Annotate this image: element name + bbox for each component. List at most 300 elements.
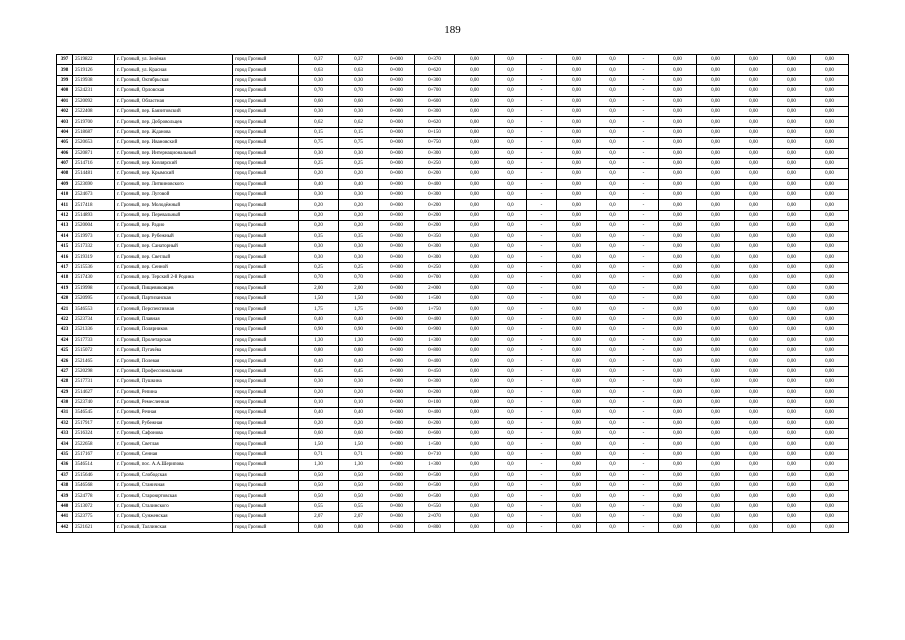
value-cell: 0,0 <box>597 512 629 522</box>
row-number-cell: 412 <box>57 210 73 220</box>
value-cell: 0,0 <box>597 325 629 335</box>
locality-cell: город Грозный <box>233 470 299 480</box>
start-km-cell: 0+000 <box>379 283 415 293</box>
value-cell: 0,0 <box>597 96 629 106</box>
road-code-cell: 2518687 <box>73 127 115 137</box>
value-cell: 0,00 <box>735 314 773 324</box>
value-cell: 0,00 <box>455 242 495 252</box>
value-cell: 0,00 <box>455 501 495 511</box>
value-cell: 0,00 <box>455 106 495 116</box>
value-cell: 0,0 <box>495 148 527 158</box>
value-cell: 0,00 <box>557 75 597 85</box>
road-code-cell: 3546553 <box>73 304 115 314</box>
value-cell: 0,00 <box>557 470 597 480</box>
value-cell: - <box>629 231 659 241</box>
road-name-cell: г. Грозный, Слободская <box>115 470 233 480</box>
value-cell: - <box>527 65 557 75</box>
road-code-cell: 2523740 <box>73 397 115 407</box>
value-cell: 0,00 <box>659 200 697 210</box>
table-row <box>57 86 849 96</box>
row-number-cell: 433 <box>57 429 73 439</box>
value-cell: 0,00 <box>773 96 811 106</box>
value-cell: - <box>527 262 557 272</box>
value-cell: 0,0 <box>597 491 629 501</box>
length-total-cell: 0,40 <box>299 314 339 324</box>
value-cell: 0,0 <box>597 242 629 252</box>
length-total-cell: 0,62 <box>299 117 339 127</box>
road-code-cell: 2516324 <box>73 429 115 439</box>
value-cell: 0,00 <box>557 512 597 522</box>
value-cell: 0,00 <box>697 96 735 106</box>
row-number-cell: 436 <box>57 460 73 470</box>
value-cell: 0,00 <box>659 470 697 480</box>
road-name-cell: г. Грозный, пер. Санаторный <box>115 242 233 252</box>
value-cell: 0,00 <box>735 481 773 491</box>
value-cell: 0,00 <box>735 75 773 85</box>
table-row <box>57 252 849 262</box>
value-cell: 0,00 <box>557 252 597 262</box>
value-cell: 0,00 <box>811 96 849 106</box>
value-cell: 0,00 <box>659 449 697 459</box>
value-cell: 0,00 <box>557 377 597 387</box>
road-name-cell: г. Грозный, пер. Сенной <box>115 262 233 272</box>
length-local-cell: 0,71 <box>339 449 379 459</box>
start-km-cell: 0+000 <box>379 138 415 148</box>
value-cell: 0,00 <box>697 304 735 314</box>
value-cell: - <box>629 501 659 511</box>
length-total-cell: 0,40 <box>299 408 339 418</box>
length-local-cell: 0,20 <box>339 418 379 428</box>
table-row <box>57 377 849 387</box>
road-name-cell: г. Грозный, Полевая <box>115 356 233 366</box>
value-cell: 0,0 <box>597 231 629 241</box>
table-row <box>57 179 849 189</box>
value-cell: 0,00 <box>773 470 811 480</box>
value-cell: 0,00 <box>455 460 495 470</box>
start-km-cell: 0+000 <box>379 221 415 231</box>
road-name-cell: г. Грозный, пер. Перевальный <box>115 210 233 220</box>
value-cell: 0,00 <box>455 449 495 459</box>
road-name-cell: г. Грозный, Пролетарская <box>115 335 233 345</box>
value-cell: 0,0 <box>495 335 527 345</box>
value-cell: 0,00 <box>557 366 597 376</box>
locality-cell: город Грозный <box>233 325 299 335</box>
value-cell: 0,00 <box>455 65 495 75</box>
value-cell: 0,00 <box>811 138 849 148</box>
table-row <box>57 449 849 459</box>
value-cell: 0,00 <box>697 138 735 148</box>
value-cell: 0,00 <box>735 377 773 387</box>
value-cell: 0,00 <box>697 387 735 397</box>
table-row <box>57 117 849 127</box>
locality-cell: город Грозный <box>233 273 299 283</box>
value-cell: 0,00 <box>455 262 495 272</box>
start-km-cell: 0+000 <box>379 55 415 65</box>
value-cell: 0,00 <box>811 55 849 65</box>
road-code-cell: 2515646 <box>73 470 115 480</box>
road-register-table <box>56 54 849 533</box>
row-number-cell: 428 <box>57 377 73 387</box>
table-row <box>57 512 849 522</box>
row-number-cell: 405 <box>57 138 73 148</box>
end-km-cell: 0+800 <box>415 345 455 355</box>
locality-cell: город Грозный <box>233 418 299 428</box>
length-total-cell: 0,30 <box>299 190 339 200</box>
table-row <box>57 408 849 418</box>
value-cell: - <box>629 449 659 459</box>
row-number-cell: 414 <box>57 231 73 241</box>
row-number-cell: 399 <box>57 75 73 85</box>
row-number-cell: 402 <box>57 106 73 116</box>
value-cell: 0,00 <box>455 138 495 148</box>
value-cell: 0,00 <box>697 439 735 449</box>
value-cell: 0,00 <box>659 169 697 179</box>
road-code-cell: 2523734 <box>73 314 115 324</box>
locality-cell: город Грозный <box>233 439 299 449</box>
start-km-cell: 0+000 <box>379 314 415 324</box>
value-cell: 0,00 <box>659 127 697 137</box>
start-km-cell: 0+000 <box>379 75 415 85</box>
table-row <box>57 262 849 272</box>
row-number-cell: 406 <box>57 148 73 158</box>
value-cell: 0,00 <box>659 190 697 200</box>
value-cell: 0,00 <box>773 429 811 439</box>
value-cell: 0,00 <box>455 314 495 324</box>
value-cell: 0,00 <box>659 75 697 85</box>
value-cell: 0,00 <box>557 210 597 220</box>
table-row <box>57 460 849 470</box>
start-km-cell: 0+000 <box>379 210 415 220</box>
value-cell: - <box>527 356 557 366</box>
value-cell: 0,00 <box>659 55 697 65</box>
value-cell: 0,00 <box>773 179 811 189</box>
road-code-cell: 2519973 <box>73 231 115 241</box>
road-code-cell: 2517418 <box>73 200 115 210</box>
value-cell: 0,00 <box>659 179 697 189</box>
value-cell: 0,0 <box>495 501 527 511</box>
value-cell: 0,00 <box>697 293 735 303</box>
road-name-cell: г. Грозный, пер. Луговой <box>115 190 233 200</box>
locality-cell: город Грозный <box>233 96 299 106</box>
end-km-cell: 0+200 <box>415 200 455 210</box>
value-cell: 0,00 <box>773 387 811 397</box>
value-cell: 0,0 <box>495 221 527 231</box>
row-number-cell: 411 <box>57 200 73 210</box>
start-km-cell: 0+000 <box>379 231 415 241</box>
value-cell: 0,00 <box>735 449 773 459</box>
value-cell: 0,00 <box>811 512 849 522</box>
value-cell: 0,00 <box>697 325 735 335</box>
value-cell: 0,00 <box>811 179 849 189</box>
value-cell: 0,00 <box>811 387 849 397</box>
start-km-cell: 0+000 <box>379 86 415 96</box>
value-cell: 0,00 <box>557 501 597 511</box>
value-cell: 0,00 <box>773 148 811 158</box>
value-cell: - <box>527 366 557 376</box>
value-cell: 0,00 <box>773 200 811 210</box>
value-cell: 0,00 <box>697 148 735 158</box>
length-local-cell: 0,60 <box>339 429 379 439</box>
value-cell: 0,00 <box>697 252 735 262</box>
end-km-cell: 0+150 <box>415 127 455 137</box>
length-local-cell: 0,25 <box>339 158 379 168</box>
value-cell: 0,00 <box>697 158 735 168</box>
locality-cell: город Грозный <box>233 252 299 262</box>
length-total-cell: 0,70 <box>299 86 339 96</box>
road-code-cell: 2524673 <box>73 190 115 200</box>
end-km-cell: 0+200 <box>415 169 455 179</box>
value-cell: 0,00 <box>735 429 773 439</box>
value-cell: - <box>629 397 659 407</box>
table-row <box>57 356 849 366</box>
value-cell: 0,00 <box>659 522 697 532</box>
value-cell: 0,0 <box>597 314 629 324</box>
value-cell: - <box>527 491 557 501</box>
value-cell: 0,00 <box>735 366 773 376</box>
value-cell: 0,00 <box>773 449 811 459</box>
value-cell: 0,0 <box>597 522 629 532</box>
value-cell: 0,00 <box>557 138 597 148</box>
row-number-cell: 407 <box>57 158 73 168</box>
value-cell: 0,00 <box>455 117 495 127</box>
start-km-cell: 0+000 <box>379 242 415 252</box>
end-km-cell: 1+750 <box>415 304 455 314</box>
value-cell: - <box>629 429 659 439</box>
value-cell: 0,00 <box>659 345 697 355</box>
locality-cell: город Грозный <box>233 242 299 252</box>
value-cell: 0,00 <box>735 283 773 293</box>
value-cell: 0,00 <box>557 335 597 345</box>
value-cell: 0,0 <box>495 387 527 397</box>
end-km-cell: 0+300 <box>415 190 455 200</box>
end-km-cell: 0+400 <box>415 179 455 189</box>
value-cell: - <box>527 418 557 428</box>
value-cell: 0,00 <box>811 117 849 127</box>
value-cell: 0,00 <box>811 356 849 366</box>
start-km-cell: 0+000 <box>379 273 415 283</box>
value-cell: 0,00 <box>773 86 811 96</box>
row-number-cell: 439 <box>57 491 73 501</box>
value-cell: 0,00 <box>697 210 735 220</box>
value-cell: 0,00 <box>455 377 495 387</box>
value-cell: - <box>527 242 557 252</box>
value-cell: 0,00 <box>811 345 849 355</box>
value-cell: 0,00 <box>455 96 495 106</box>
value-cell: 0,00 <box>455 304 495 314</box>
value-cell: - <box>527 501 557 511</box>
locality-cell: город Грозный <box>233 231 299 241</box>
start-km-cell: 0+000 <box>379 65 415 75</box>
table-row <box>57 314 849 324</box>
road-code-cell: 2517167 <box>73 449 115 459</box>
length-total-cell: 0,90 <box>299 325 339 335</box>
end-km-cell: 0+250 <box>415 158 455 168</box>
value-cell: 0,0 <box>597 418 629 428</box>
value-cell: 0,00 <box>455 179 495 189</box>
value-cell: - <box>527 304 557 314</box>
row-number-cell: 432 <box>57 418 73 428</box>
length-local-cell: 0,30 <box>339 377 379 387</box>
value-cell: 0,0 <box>597 335 629 345</box>
length-total-cell: 0,50 <box>299 470 339 480</box>
value-cell: - <box>629 210 659 220</box>
road-name-cell: г. Грозный, Сунженская <box>115 512 233 522</box>
value-cell: - <box>629 273 659 283</box>
value-cell: 0,00 <box>811 408 849 418</box>
value-cell: 0,00 <box>659 242 697 252</box>
value-cell: 0,00 <box>659 408 697 418</box>
value-cell: 0,00 <box>557 325 597 335</box>
locality-cell: город Грозный <box>233 501 299 511</box>
value-cell: 0,0 <box>597 106 629 116</box>
value-cell: 0,0 <box>495 65 527 75</box>
value-cell: - <box>527 325 557 335</box>
value-cell: 0,0 <box>597 501 629 511</box>
road-name-cell: г. Грозный, Плавная <box>115 314 233 324</box>
value-cell: 0,00 <box>455 397 495 407</box>
table-row <box>57 345 849 355</box>
length-local-cell: 0,70 <box>339 273 379 283</box>
length-local-cell: 1,50 <box>339 439 379 449</box>
value-cell: 0,00 <box>811 418 849 428</box>
value-cell: - <box>629 418 659 428</box>
value-cell: 0,00 <box>455 86 495 96</box>
row-number-cell: 423 <box>57 325 73 335</box>
length-total-cell: 0,25 <box>299 262 339 272</box>
value-cell: 0,0 <box>597 210 629 220</box>
value-cell: - <box>629 366 659 376</box>
value-cell: 0,00 <box>455 221 495 231</box>
value-cell: 0,00 <box>557 481 597 491</box>
length-local-cell: 0,40 <box>339 179 379 189</box>
value-cell: 0,00 <box>811 106 849 116</box>
value-cell: - <box>527 408 557 418</box>
locality-cell: город Грозный <box>233 262 299 272</box>
road-name-cell: г. Грозный, Староюртовская <box>115 491 233 501</box>
value-cell: 0,0 <box>597 117 629 127</box>
value-cell: 0,0 <box>597 460 629 470</box>
value-cell: 0,00 <box>735 460 773 470</box>
end-km-cell: 0+710 <box>415 449 455 459</box>
value-cell: 0,0 <box>597 293 629 303</box>
road-code-cell: 2514627 <box>73 387 115 397</box>
end-km-cell: 0+400 <box>415 356 455 366</box>
end-km-cell: 0+300 <box>415 242 455 252</box>
value-cell: 0,00 <box>735 304 773 314</box>
start-km-cell: 0+000 <box>379 491 415 501</box>
table-row <box>57 387 849 397</box>
row-number-cell: 397 <box>57 55 73 65</box>
length-total-cell: 0,40 <box>299 179 339 189</box>
row-number-cell: 441 <box>57 512 73 522</box>
value-cell: 0,00 <box>773 117 811 127</box>
start-km-cell: 0+000 <box>379 512 415 522</box>
start-km-cell: 0+000 <box>379 470 415 480</box>
table-row <box>57 418 849 428</box>
value-cell: - <box>629 106 659 116</box>
road-code-cell: 3546568 <box>73 481 115 491</box>
value-cell: 0,00 <box>811 169 849 179</box>
row-number-cell: 418 <box>57 273 73 283</box>
value-cell: 0,0 <box>495 190 527 200</box>
start-km-cell: 0+000 <box>379 387 415 397</box>
value-cell: 0,00 <box>735 158 773 168</box>
length-local-cell: 0,40 <box>339 408 379 418</box>
value-cell: 0,0 <box>495 169 527 179</box>
value-cell: 0,00 <box>455 200 495 210</box>
end-km-cell: 0+100 <box>415 397 455 407</box>
value-cell: 0,00 <box>557 242 597 252</box>
value-cell: - <box>629 148 659 158</box>
value-cell: 0,00 <box>773 293 811 303</box>
value-cell: 0,00 <box>455 273 495 283</box>
value-cell: 0,00 <box>773 65 811 75</box>
value-cell: 0,00 <box>659 221 697 231</box>
start-km-cell: 0+000 <box>379 148 415 158</box>
value-cell: 0,00 <box>773 75 811 85</box>
value-cell: 0,00 <box>659 377 697 387</box>
end-km-cell: 0+800 <box>415 522 455 532</box>
road-name-cell: г. Грозный, Сенная <box>115 449 233 459</box>
row-number-cell: 422 <box>57 314 73 324</box>
start-km-cell: 0+000 <box>379 304 415 314</box>
value-cell: 0,00 <box>455 522 495 532</box>
road-code-cell: 2519822 <box>73 55 115 65</box>
value-cell: - <box>527 179 557 189</box>
road-code-cell: 2520004 <box>73 221 115 231</box>
value-cell: - <box>629 387 659 397</box>
value-cell: 0,00 <box>557 460 597 470</box>
table-row <box>57 325 849 335</box>
value-cell: 0,00 <box>735 106 773 116</box>
length-local-cell: 0,20 <box>339 210 379 220</box>
value-cell: 0,00 <box>557 179 597 189</box>
value-cell: - <box>527 210 557 220</box>
start-km-cell: 0+000 <box>379 96 415 106</box>
length-local-cell: 0,37 <box>339 55 379 65</box>
value-cell: 0,00 <box>811 200 849 210</box>
value-cell: 0,00 <box>773 190 811 200</box>
value-cell: 0,00 <box>455 481 495 491</box>
value-cell: 0,00 <box>455 512 495 522</box>
value-cell: 0,0 <box>597 387 629 397</box>
value-cell: 0,00 <box>735 345 773 355</box>
value-cell: 0,00 <box>735 86 773 96</box>
road-code-cell: 2522658 <box>73 439 115 449</box>
value-cell: 0,00 <box>735 127 773 137</box>
start-km-cell: 0+000 <box>379 522 415 532</box>
value-cell: 0,00 <box>557 55 597 65</box>
value-cell: - <box>527 231 557 241</box>
value-cell: 0,00 <box>811 65 849 75</box>
value-cell: - <box>629 169 659 179</box>
value-cell: 0,00 <box>811 501 849 511</box>
value-cell: 0,00 <box>697 501 735 511</box>
value-cell: 0,00 <box>697 242 735 252</box>
value-cell: - <box>629 439 659 449</box>
locality-cell: город Грозный <box>233 335 299 345</box>
start-km-cell: 0+000 <box>379 408 415 418</box>
value-cell: 0,00 <box>735 325 773 335</box>
length-local-cell: 0,70 <box>339 86 379 96</box>
value-cell: 0,00 <box>773 283 811 293</box>
value-cell: 0,0 <box>495 252 527 262</box>
road-code-cell: 3546545 <box>73 408 115 418</box>
table-row <box>57 491 849 501</box>
length-local-cell: 0,20 <box>339 169 379 179</box>
road-name-cell: г. Грозный, Областная <box>115 96 233 106</box>
value-cell: 0,00 <box>735 273 773 283</box>
